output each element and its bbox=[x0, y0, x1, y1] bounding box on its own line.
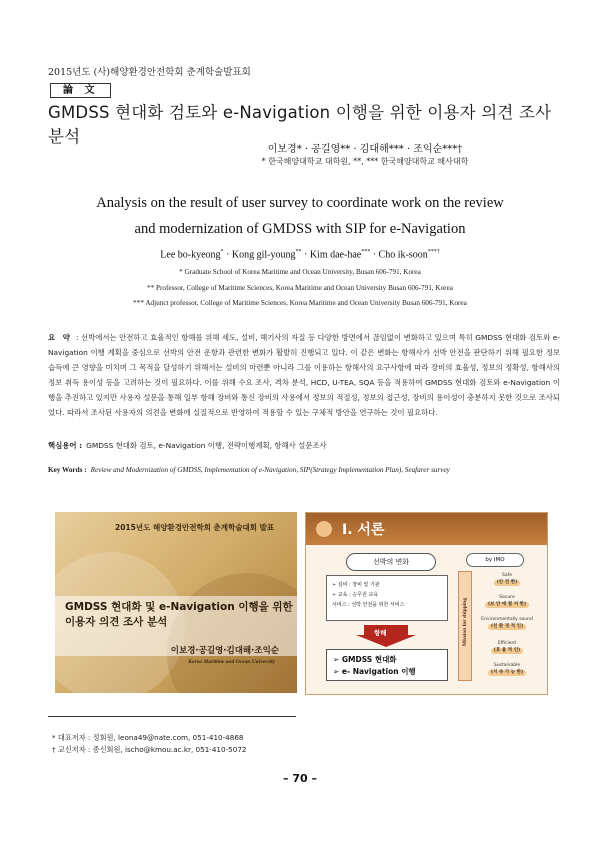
result-item: ➢ e- Navigation 이행 bbox=[333, 667, 416, 676]
keywords-english bbox=[48, 466, 450, 474]
slide-introduction-image bbox=[305, 512, 548, 695]
affiliation-english-1: * Graduate School of Korea Maritime and Ocean University, Busan 606-791, Korea bbox=[179, 268, 421, 276]
list-item: ➢ 교육 : 승무원 교육 bbox=[332, 592, 379, 598]
ship-changes-label: 선박의 변화 bbox=[346, 553, 436, 571]
result-item: ➢ GMDSS 현대화 bbox=[333, 655, 397, 664]
slide-section-title: Ⅰ. 서론 bbox=[342, 522, 385, 538]
abstract-label: 요 약 bbox=[48, 333, 70, 342]
abstract-text: : 선박에서는 안전하고 효율적인 항해를 위해 세도, 설비, 해기사의 자질 등 다양한 방면에서 끊임없이 변화하고 있으며 특히 GMDSS 현대화 검토와 e-Navigation 이행 계획을 중심으로 선박의 안전 운항과 관련한 변화가 활발히 진행되고 있다. 이 같은 변화는 항해사가 선박 안전을 판단하기 위해 필요한 정보 습득에 큰 영향을 미치며 그 목적을 달성하기 위해서는 설비의 마련뿐 아니라 그를 이용하는 항해사의 요구사항에 따라 장비의 효율성, 정보의 정확성, 항해사의 정보 취득 용이성 등을 고려하는 것이 필요하다. 이를 위해 수요 조사, 격차 분석, HCD, U-TEA, SQA 등을 적용하여 GMDSS 현대화 검토와 e-Navigation 이행을 추진하고 있지만 사용자 설문을 통해 일부 항해 장비와 통신 장비의 사용에서 정보의 적절성, 정보의 접근성, 장비의 용이성이 충분하지 못한 것으로 조사되었다. 따라서 조사된 사용자의 의견을 변화에 실질적으로 반영하여 적용할 수 있는 구체적 방안을 연구하는 것이 필요하다. bbox=[48, 333, 560, 417]
list-item: 서비스 : 선박 안전을 위한 서비스 bbox=[332, 602, 405, 608]
author-2-mark: ** bbox=[295, 249, 302, 255]
mission-item-en: Secure bbox=[499, 595, 515, 600]
author-1: Lee bo-kyeong bbox=[160, 249, 221, 261]
list-item: ➢ 설비 : 장비 및 기관 bbox=[332, 582, 380, 588]
conference-line: 2015년도 (사)해양환경안전학회 춘계학술발표회 bbox=[48, 67, 251, 78]
slide-title-image bbox=[55, 512, 297, 693]
keywords-korean bbox=[48, 440, 327, 451]
author-1-mark: * bbox=[220, 249, 224, 255]
keywords-korean-label: 핵심용어 : bbox=[48, 441, 83, 450]
page-number: – 70 – bbox=[283, 772, 317, 785]
result-box bbox=[326, 649, 448, 681]
slide-header: 2015년도 해양환경안전학회 춘계학술대회 발표 bbox=[115, 523, 275, 532]
affiliation-korean: * 한국해양대학교 대학원, **, *** 한국해양대학교 해사대학 bbox=[261, 157, 469, 166]
author-4-mark: ***† bbox=[427, 249, 440, 255]
author-sep: · bbox=[301, 249, 310, 261]
mission-item-ko: (안 전 한) bbox=[494, 580, 520, 586]
mission-item bbox=[478, 617, 536, 630]
footnote-divider bbox=[48, 716, 296, 717]
author-sep: · bbox=[370, 249, 379, 261]
slide-authors: 이보경·공길영·김대해·조익순 bbox=[170, 646, 279, 656]
ship-changes-list bbox=[326, 575, 448, 621]
author-2: Kong gil-young bbox=[231, 249, 296, 261]
affiliation-english-2: ** Professor, College of Maritime Sciences, Korea Maritime and Ocean University Busan 606-791, Korea bbox=[147, 284, 453, 292]
slide-university: Korea Maritime and Ocean University bbox=[188, 659, 275, 665]
authors-english bbox=[0, 249, 600, 260]
author-3-mark: *** bbox=[361, 249, 371, 255]
author-sep: · bbox=[223, 249, 232, 261]
paper-type-label: 論 文 bbox=[50, 83, 111, 98]
mission-item-ko: (지 속 가 능 한) bbox=[488, 670, 526, 676]
footnote-corresponding-author: † 교신저자 : 종신회원, ischo@kmou.ac.kr, 051-410-5072 bbox=[52, 745, 247, 754]
title-korean: GMDSS 현대화 검토와 e-Navigation 이행을 위한 이용자 의견 조사 분석 bbox=[48, 103, 552, 146]
mission-item-en: Efficient bbox=[497, 641, 517, 646]
mission-item-ko: (효 율 적 인) bbox=[491, 648, 523, 654]
keywords-english-label: Key Words : bbox=[48, 466, 87, 474]
mission-item-ko: (보 안 에 철 저 한) bbox=[485, 602, 529, 608]
mission-item-en: Safe bbox=[502, 573, 512, 578]
abstract bbox=[48, 330, 560, 420]
slide-deco-circle bbox=[316, 521, 332, 537]
mission-item bbox=[478, 595, 536, 608]
mission-item-ko: (친 환 경 적 인) bbox=[488, 624, 526, 630]
authors-korean: 이보경* · 공길영** · 김대해*** · 조익순***† bbox=[267, 144, 463, 155]
title-english-line-2: and modernization of GMDSS with SIP for e-Navigation bbox=[134, 221, 466, 237]
mission-item-en: Sustainable bbox=[493, 663, 521, 668]
slide-title-line-2: 이용자 의견 조사 분석 bbox=[65, 616, 168, 628]
mission-item bbox=[478, 573, 536, 586]
footnote-lead-author: * 대표저자 : 정회원, leona49@nate.com, 051-410-4868 bbox=[52, 733, 244, 742]
by-imo-label: by IMO bbox=[466, 553, 524, 567]
affiliation-english-3: *** Adjunct professor, College of Maritime Sciences, Korea Maritime and Ocean University Busan 606-791, Korea bbox=[133, 299, 467, 307]
author-3: Kim dae-hae bbox=[309, 249, 362, 261]
mission-item bbox=[478, 663, 536, 676]
arrow-label: 항해 bbox=[374, 629, 387, 637]
mission-item bbox=[478, 641, 536, 654]
title-english-line-1: Analysis on the result of user survey to coordinate work on the review bbox=[96, 195, 504, 211]
keywords-korean-text: GMDSS 현대화 검토, e-Navigation 이행, 전략이행계획, 항해사 설문조사 bbox=[86, 441, 327, 450]
slide-title bbox=[65, 600, 295, 630]
title-english bbox=[30, 190, 570, 242]
mission-label: Mission for shipping bbox=[462, 597, 468, 647]
keywords-english-text: Review and Modernization of GMDSS, Implementation of e-Navigation, SIP(Strategy Implementation Plan), Seafarer survey bbox=[90, 466, 450, 474]
mission-item-en: Environmentally sound bbox=[481, 617, 533, 622]
slide-title-line-1: GMDSS 현대화 및 e-Navigation 이행을 위한 bbox=[65, 601, 293, 613]
author-4: Cho ik-soon bbox=[378, 249, 428, 261]
